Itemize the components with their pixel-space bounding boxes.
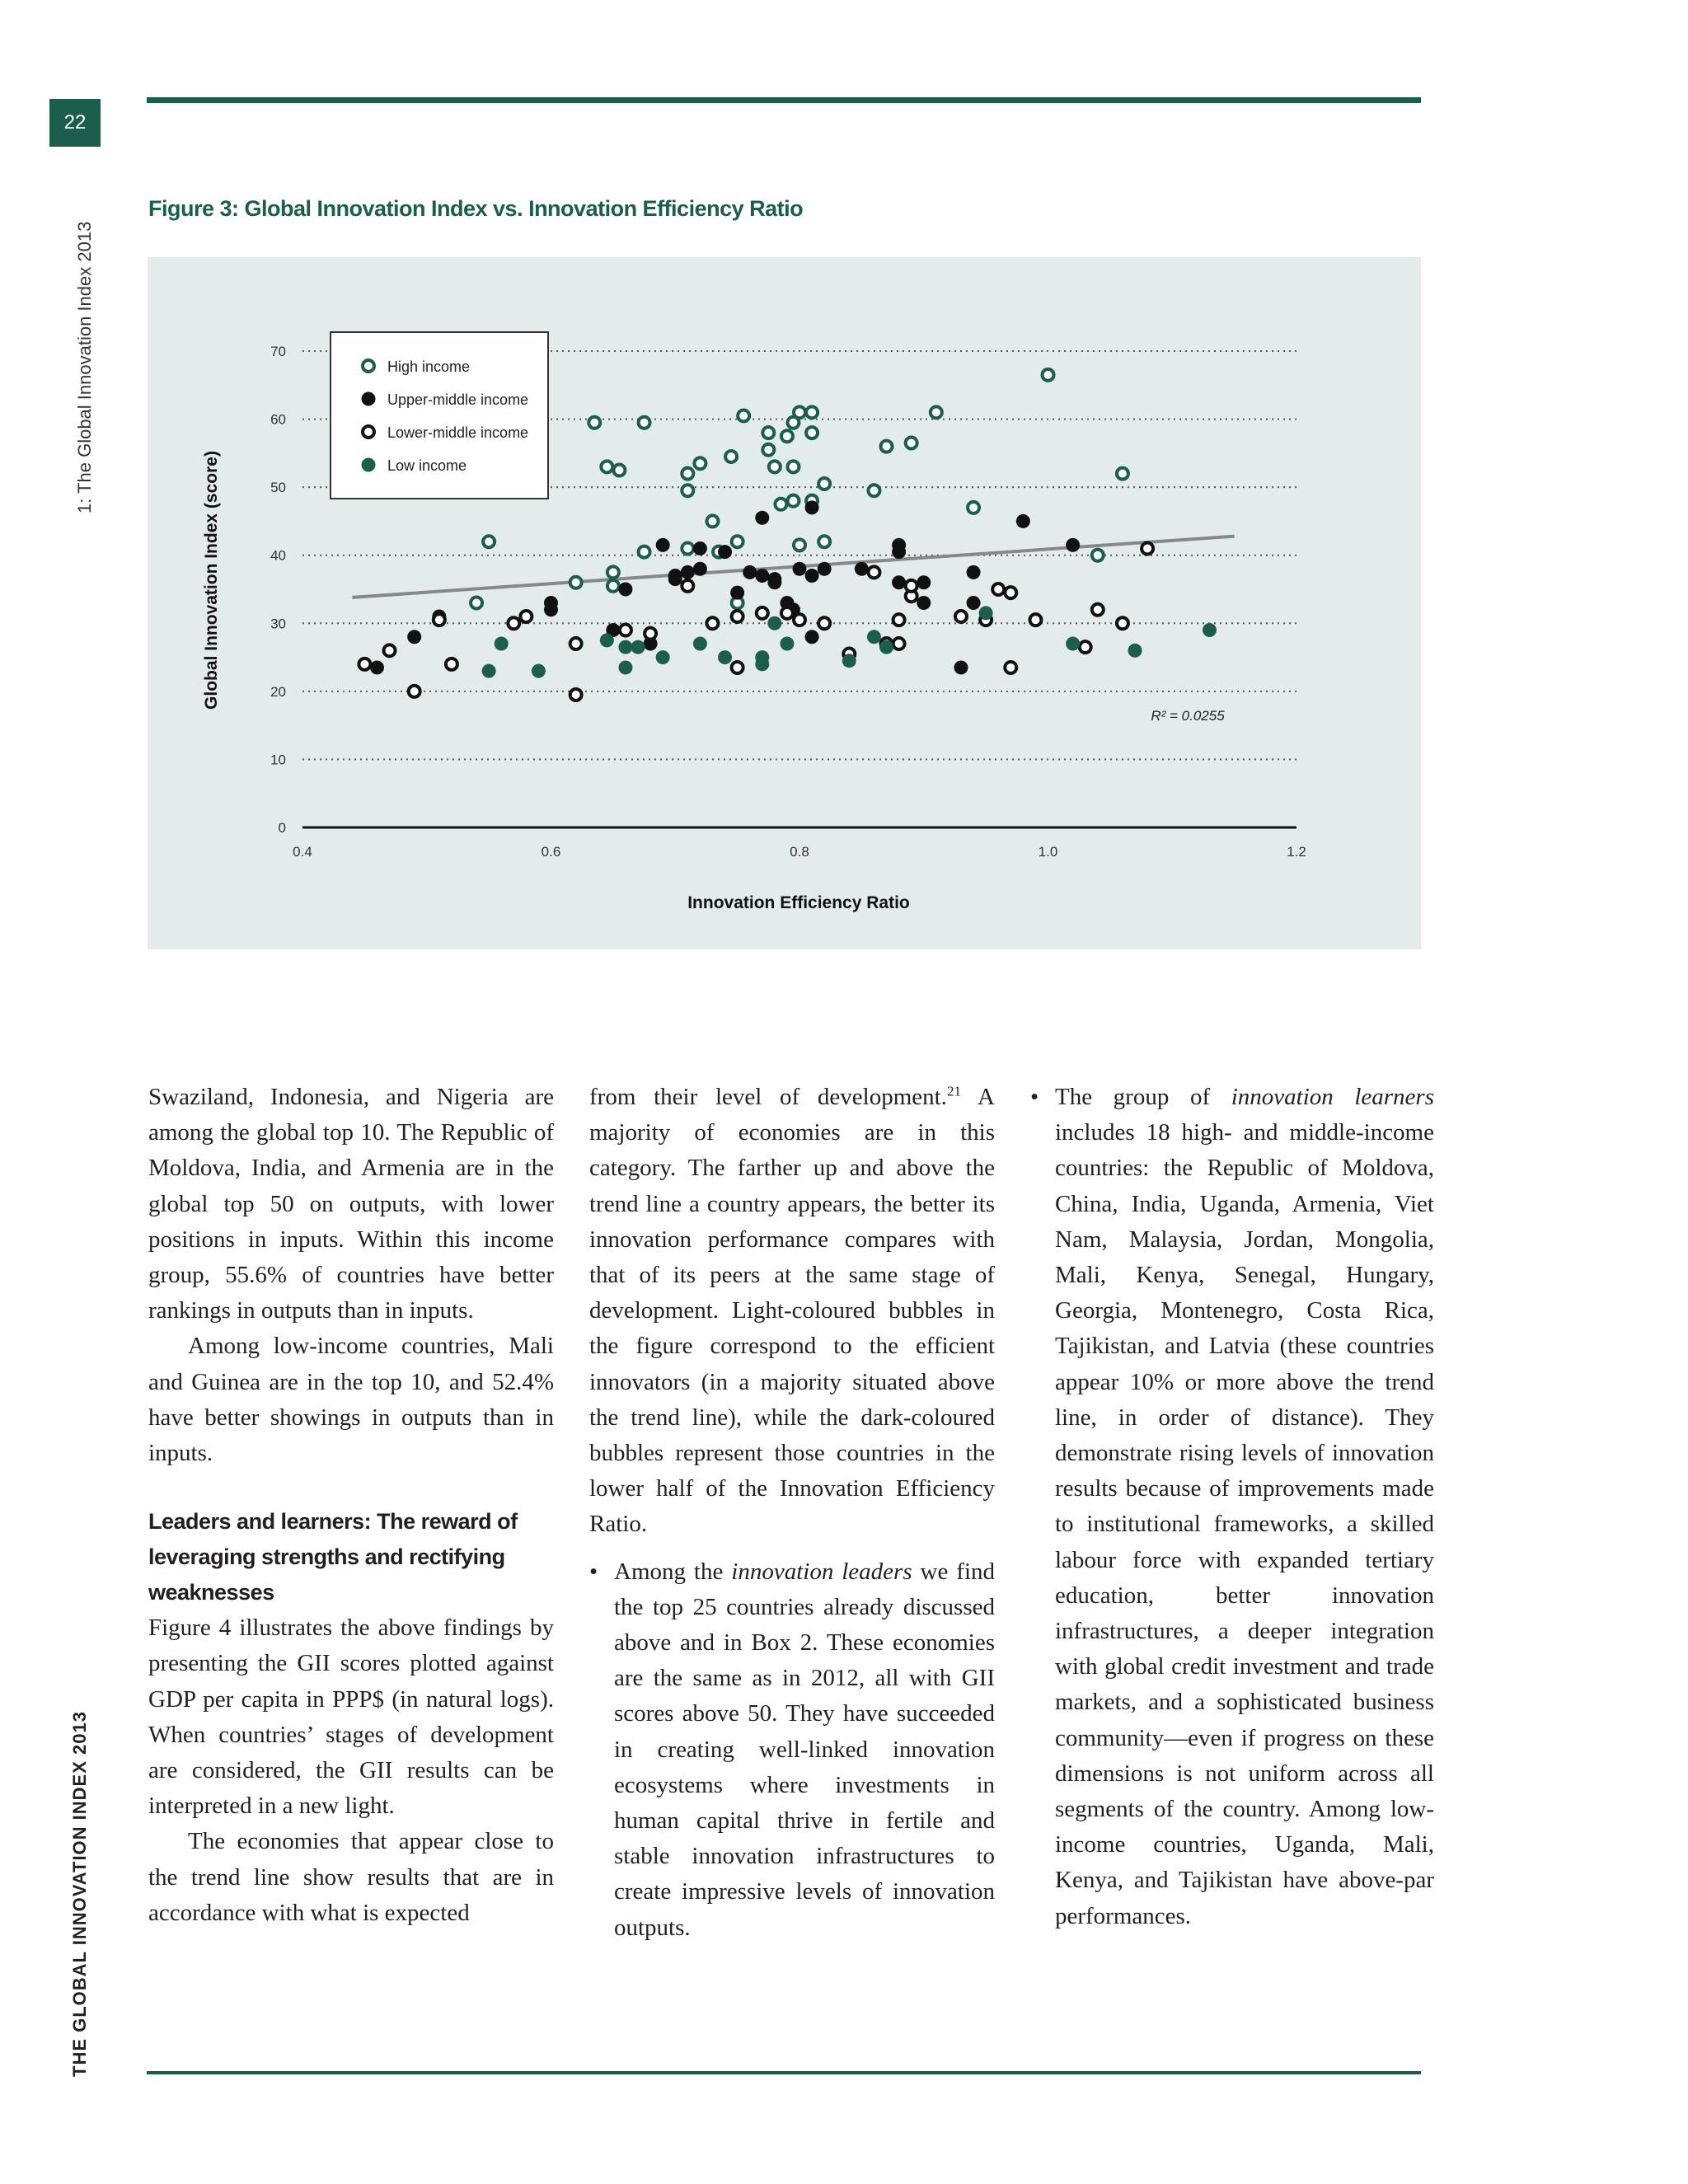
point-high-income xyxy=(607,566,619,578)
running-head: 1: The Global Innovation Index 2013 xyxy=(74,221,95,513)
point-high-income xyxy=(613,465,625,476)
text-column-3 xyxy=(1030,1080,1434,1934)
point-high-income xyxy=(725,451,737,462)
point-low-income xyxy=(755,657,769,671)
point-high-income xyxy=(639,546,650,558)
point-high-income xyxy=(781,430,793,442)
y-tick-label: 20 xyxy=(270,683,286,700)
point-high-income xyxy=(931,406,942,418)
point-lower-middle-income xyxy=(1092,604,1104,616)
point-lower-middle-income xyxy=(893,638,905,649)
point-lower-middle-income xyxy=(1005,587,1016,598)
point-lower-middle-income xyxy=(1117,617,1128,629)
point-upper-middle-income xyxy=(805,500,819,514)
point-upper-middle-income xyxy=(805,569,819,583)
y-tick-label: 60 xyxy=(270,411,286,428)
figure-title: Figure 3: Global Innovation Index vs. Innovation Efficiency Ratio xyxy=(148,196,804,221)
point-low-income xyxy=(780,637,794,651)
point-high-income xyxy=(968,502,979,513)
point-lower-middle-income xyxy=(520,611,532,622)
point-low-income xyxy=(1066,637,1080,651)
point-high-income xyxy=(694,457,706,469)
point-lower-middle-income xyxy=(893,614,905,626)
text-column-1 xyxy=(148,1080,554,1931)
point-high-income xyxy=(607,580,619,592)
x-tick-label: 0.6 xyxy=(541,844,561,860)
paragraph-text: from their level of development. xyxy=(589,1084,947,1110)
point-low-income xyxy=(631,640,645,654)
point-high-income xyxy=(881,441,893,452)
point-upper-middle-income xyxy=(718,545,732,559)
point-low-income xyxy=(600,633,614,647)
point-low-income xyxy=(693,637,707,651)
y-axis-title: Global Innovation Index (score) xyxy=(202,451,221,710)
legend-marker xyxy=(362,392,376,406)
point-low-income xyxy=(618,640,632,654)
point-upper-middle-income xyxy=(892,545,906,559)
point-high-income xyxy=(806,427,818,438)
point-upper-middle-income xyxy=(730,586,744,600)
point-high-income xyxy=(588,417,600,429)
point-low-income xyxy=(979,606,993,620)
footnote-ref[interactable]: 21 xyxy=(946,1083,961,1099)
point-lower-middle-income xyxy=(757,607,768,619)
bullet-mark: • xyxy=(589,1558,598,1585)
y-tick-label: 70 xyxy=(270,344,286,359)
point-upper-middle-income xyxy=(618,583,632,597)
emphasis: innovation leaders xyxy=(731,1558,912,1585)
point-lower-middle-income xyxy=(359,658,370,670)
point-high-income xyxy=(787,495,799,507)
emphasis: innovation learners xyxy=(1231,1084,1435,1110)
point-high-income xyxy=(787,461,799,472)
point-upper-middle-income xyxy=(818,562,832,576)
scatter-chart xyxy=(148,257,1421,949)
point-lower-middle-income xyxy=(1029,614,1041,626)
point-lower-middle-income xyxy=(1005,662,1016,673)
legend-marker xyxy=(363,360,374,372)
point-upper-middle-income xyxy=(805,630,819,644)
point-low-income xyxy=(842,654,856,668)
point-lower-middle-income xyxy=(818,617,830,629)
point-low-income xyxy=(495,637,509,651)
bullet-text: we find the top 25 countries already discussed above and in Box 2. These economies are the same as in 2012, all with GII scores above 50. They have succeeded in creating well-linked innovation ecosystems where investments in human capital thrive in fertile and stable innovation infrastructures to create impressive levels of innovation outputs. xyxy=(614,1558,995,1941)
point-lower-middle-income xyxy=(955,611,967,622)
paragraph: Among low-income countries, Mali and Guinea are in the top 10, and 52.4% have better showings in outputs than in inputs. xyxy=(148,1333,554,1467)
point-lower-middle-income xyxy=(1080,641,1091,653)
point-upper-middle-income xyxy=(668,569,682,583)
y-tick-label: 50 xyxy=(270,480,286,496)
point-upper-middle-income xyxy=(1066,538,1080,552)
x-axis-title: Innovation Efficiency Ratio xyxy=(687,893,910,912)
point-lower-middle-income xyxy=(409,686,420,697)
point-lower-middle-income xyxy=(732,611,743,622)
point-upper-middle-income xyxy=(693,541,707,555)
point-low-income xyxy=(879,640,893,654)
y-tick-label: 30 xyxy=(270,616,286,632)
point-lower-middle-income xyxy=(508,617,519,629)
point-low-income xyxy=(618,660,632,674)
point-high-income xyxy=(775,499,786,510)
chart-panel xyxy=(148,257,1421,949)
r-squared-annotation: R² = 0.0255 xyxy=(1151,708,1225,724)
point-upper-middle-income xyxy=(892,575,906,589)
point-high-income xyxy=(818,478,830,490)
point-high-income xyxy=(762,427,774,438)
point-lower-middle-income xyxy=(781,607,793,619)
bullet-text: The group of xyxy=(1055,1084,1231,1110)
point-lower-middle-income xyxy=(434,614,445,626)
legend-marker xyxy=(362,458,376,472)
point-lower-middle-income xyxy=(682,580,693,592)
point-upper-middle-income xyxy=(755,511,769,525)
point-upper-middle-income xyxy=(917,596,931,610)
point-upper-middle-income xyxy=(793,562,807,576)
point-high-income xyxy=(818,536,830,547)
y-tick-label: 0 xyxy=(278,820,286,836)
paragraph: Swaziland, Indonesia, and Nigeria are among the global top 10. The Republic of Moldova, India, and Armenia are in the global top 50 on outputs, with lower positions in inputs. Within this income group, 55.6% of countries have better rankings in outputs than in inputs. xyxy=(148,1084,554,1324)
bullet-text: Among the xyxy=(614,1558,732,1585)
point-lower-middle-income xyxy=(620,625,631,636)
point-high-income xyxy=(706,515,718,527)
point-upper-middle-income xyxy=(755,569,769,583)
point-high-income xyxy=(1117,468,1128,480)
point-lower-middle-income xyxy=(1142,542,1153,554)
point-high-income xyxy=(570,577,582,588)
point-high-income xyxy=(639,417,650,429)
point-low-income xyxy=(1128,644,1142,658)
point-high-income xyxy=(601,461,612,472)
point-upper-middle-income xyxy=(407,630,421,644)
point-high-income xyxy=(738,410,749,421)
y-tick-label: 10 xyxy=(270,752,286,768)
point-upper-middle-income xyxy=(917,575,931,589)
point-upper-middle-income xyxy=(681,565,695,579)
legend-label: Lower-middle income xyxy=(387,424,529,441)
point-low-income xyxy=(532,664,546,678)
paragraph xyxy=(589,1080,995,1543)
point-lower-middle-income xyxy=(732,662,743,673)
bullet-item xyxy=(589,1554,995,1946)
legend-label: High income xyxy=(387,359,471,375)
x-tick-label: 1.2 xyxy=(1287,844,1306,860)
point-high-income xyxy=(806,406,818,418)
point-high-income xyxy=(906,437,917,448)
y-tick-label: 40 xyxy=(270,547,286,564)
point-lower-middle-income xyxy=(446,658,457,670)
point-upper-middle-income xyxy=(693,562,707,576)
point-upper-middle-income xyxy=(743,565,757,579)
bullet-item xyxy=(1030,1080,1434,1934)
paragraph: The economies that appear close to the trend line show results that are in accordance with what is expected xyxy=(148,1828,554,1926)
text-column-2 xyxy=(589,1080,995,1946)
x-tick-label: 0.4 xyxy=(293,844,312,860)
point-low-income xyxy=(656,650,670,664)
page-number: 22 xyxy=(49,99,101,147)
point-low-income xyxy=(767,616,781,630)
point-upper-middle-income xyxy=(656,538,670,552)
x-tick-label: 0.8 xyxy=(790,844,809,860)
section-heading: Leaders and learners: The reward of leveraging strengths and rectifying weaknesses xyxy=(148,1509,518,1605)
point-high-income xyxy=(769,461,781,472)
legend-label: Upper-middle income xyxy=(387,391,529,408)
point-high-income xyxy=(762,444,774,456)
point-upper-middle-income xyxy=(1016,514,1030,528)
point-upper-middle-income xyxy=(370,660,384,674)
point-lower-middle-income xyxy=(570,638,582,649)
point-high-income xyxy=(1092,550,1104,561)
point-high-income xyxy=(682,468,693,480)
point-upper-middle-income xyxy=(967,596,981,610)
point-high-income xyxy=(1043,369,1054,381)
top-rule xyxy=(147,97,1421,103)
point-low-income xyxy=(867,630,881,644)
point-lower-middle-income xyxy=(384,644,396,656)
point-lower-middle-income xyxy=(706,617,718,629)
point-high-income xyxy=(732,536,743,547)
bullet-mark: • xyxy=(1030,1084,1039,1110)
x-tick-label: 1.0 xyxy=(1038,844,1058,860)
point-high-income xyxy=(868,485,879,496)
paragraph: Figure 4 illustrates the above findings by presenting the GII scores plotted against GDP per capita in PPP$ (in natural logs). When countries’ stages of development are considered, the GII results can be interpreted in a new light. xyxy=(148,1615,554,1820)
journal-footer: THE GLOBAL INNOVATION INDEX 2013 xyxy=(69,1711,90,2077)
point-upper-middle-income xyxy=(967,565,981,579)
point-high-income xyxy=(682,542,693,554)
legend-marker xyxy=(363,426,374,438)
point-upper-middle-income xyxy=(855,562,869,576)
point-lower-middle-income xyxy=(906,580,917,592)
point-high-income xyxy=(682,485,693,496)
point-upper-middle-income xyxy=(954,660,968,674)
point-lower-middle-income xyxy=(868,566,879,578)
bottom-rule xyxy=(147,2071,1421,2074)
legend-label: Low income xyxy=(387,457,467,474)
paragraph-text: A majority of economies are in this category. The farther up and above the trend line a country appears, the better its innovation performance compares with that of its peers at the same stage of development. Light-coloured bubbles in the figure correspond to the efficient innovators (in a majority situated above the trend line), while the dark-coloured bubbles represent those countries in the lower half of the Innovation Efficiency Ratio. xyxy=(589,1084,995,1538)
point-lower-middle-income xyxy=(645,628,656,640)
point-high-income xyxy=(794,539,805,551)
point-lower-middle-income xyxy=(794,614,805,626)
point-low-income xyxy=(1203,623,1217,637)
point-high-income xyxy=(794,406,805,418)
point-high-income xyxy=(483,536,495,547)
point-high-income xyxy=(471,598,482,609)
point-lower-middle-income xyxy=(992,583,1004,595)
point-low-income xyxy=(482,664,496,678)
bullet-text: includes 18 high- and middle-income countries: the Republic of Moldova, China, India, Uganda, Armenia, Viet Nam, Malaysia, Jordan, Mongolia, Mali, Kenya, Senegal, Hungary, Georgia, Montenegro, Costa Rica, Tajikistan, and Latvia (these countries appear 10% or more above the trend line, in order of distance). They demonstrate rising levels of innovation results because of improvements made to institutional frameworks, a skilled labour force with expanded tertiary education, better innovation infrastructures, a deeper integration with global credit investment and trade markets, and a sophisticated business community—even if progress on these dimensions is not uniform across all segments of the country. Among low-income countries, Uganda, Mali, Kenya, and Tajikistan have above-par performances. xyxy=(1055,1119,1434,1929)
point-low-income xyxy=(718,650,732,664)
point-upper-middle-income xyxy=(767,575,781,589)
point-lower-middle-income xyxy=(570,689,582,701)
point-upper-middle-income xyxy=(544,602,558,616)
